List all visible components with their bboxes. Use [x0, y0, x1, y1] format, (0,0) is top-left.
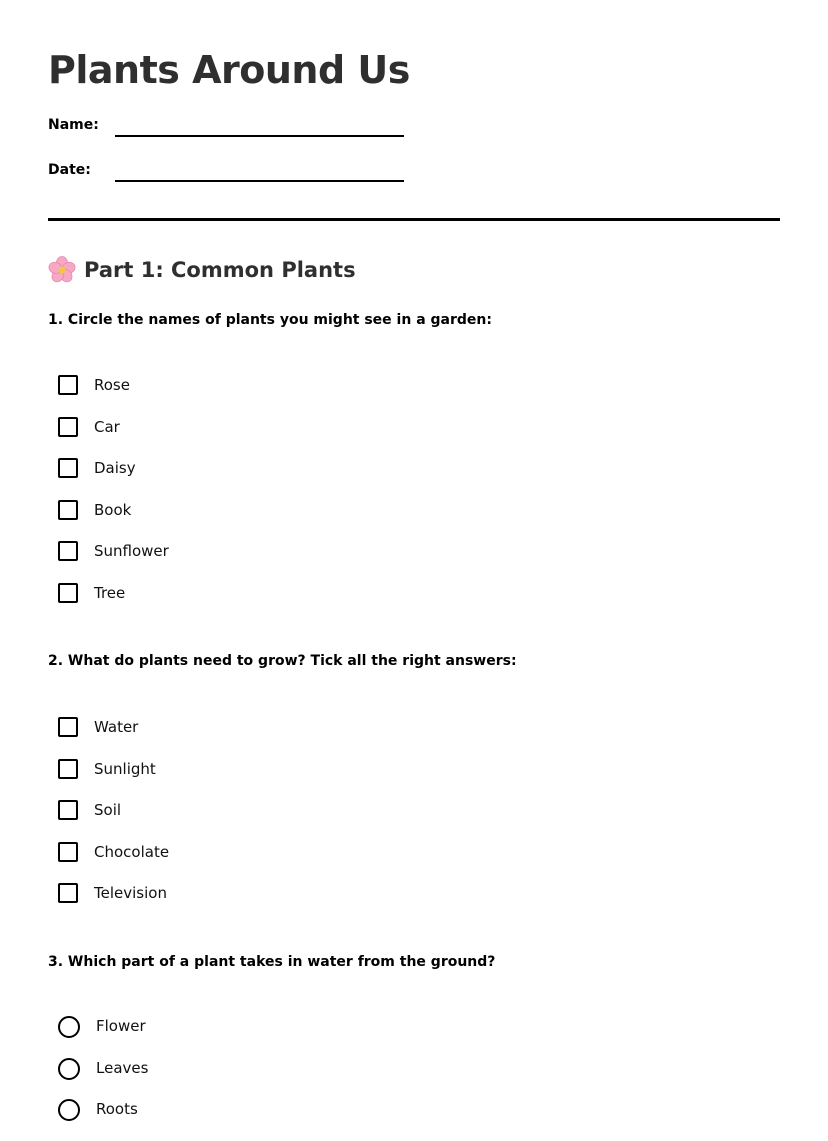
- option-label: Book: [94, 500, 132, 519]
- option-label: Soil: [94, 801, 122, 819]
- date-field: [48, 162, 408, 188]
- checkbox[interactable]: [58, 458, 78, 478]
- checkbox[interactable]: [58, 717, 78, 737]
- option-car[interactable]: [58, 417, 169, 459]
- option-leaves[interactable]: [58, 1058, 148, 1100]
- option-label: Daisy: [94, 459, 136, 477]
- option-soil[interactable]: [58, 800, 169, 842]
- question-3-text: 3. Which part of a plant takes in water from the ground?: [48, 954, 496, 970]
- question-2-options: [58, 717, 169, 925]
- option-book[interactable]: [58, 500, 169, 542]
- header-divider: [48, 218, 780, 221]
- option-tree[interactable]: [58, 583, 169, 625]
- option-sunlight[interactable]: [58, 759, 169, 801]
- checkbox[interactable]: [58, 375, 78, 395]
- worksheet-title: Plants Around Us: [48, 48, 410, 92]
- option-label: Water: [94, 718, 139, 736]
- name-label: Name:: [48, 117, 99, 133]
- option-label: Television: [94, 884, 167, 902]
- option-daisy[interactable]: [58, 458, 169, 500]
- checkbox[interactable]: [58, 883, 78, 903]
- option-water[interactable]: [58, 717, 169, 759]
- option-label: Sunlight: [94, 759, 156, 778]
- option-rose[interactable]: [58, 375, 169, 417]
- checkbox[interactable]: [58, 541, 78, 561]
- option-label: Sunflower: [94, 542, 169, 560]
- option-label: Leaves: [96, 1058, 149, 1077]
- option-label: Rose: [94, 376, 130, 394]
- option-label: Car: [94, 417, 120, 436]
- date-input-line[interactable]: [115, 180, 404, 182]
- radio-button[interactable]: [58, 1016, 80, 1038]
- option-roots[interactable]: [58, 1099, 148, 1141]
- question-1-text: 1. Circle the names of plants you might see in a garden:: [48, 312, 492, 328]
- question-2-text: 2. What do plants need to grow? Tick all the right answers:: [48, 653, 517, 669]
- option-label: Roots: [96, 1100, 138, 1118]
- option-label: Chocolate: [94, 842, 170, 861]
- option-sunflower[interactable]: [58, 541, 169, 583]
- cherry-blossom-icon: [48, 256, 76, 284]
- option-chocolate[interactable]: [58, 842, 169, 884]
- checkbox[interactable]: [58, 842, 78, 862]
- option-television[interactable]: [58, 883, 169, 925]
- question-1-options: [58, 375, 169, 624]
- date-label: Date:: [48, 162, 91, 178]
- checkbox[interactable]: [58, 500, 78, 520]
- option-label: Flower: [96, 1017, 146, 1035]
- part1-heading-text: Part 1: Common Plants: [84, 258, 356, 282]
- checkbox[interactable]: [58, 759, 78, 779]
- checkbox[interactable]: [58, 417, 78, 437]
- option-label: Tree: [94, 583, 126, 602]
- checkbox[interactable]: [58, 800, 78, 820]
- option-flower[interactable]: [58, 1016, 148, 1058]
- name-input-line[interactable]: [115, 135, 404, 137]
- part1-heading: [48, 256, 356, 284]
- radio-button[interactable]: [58, 1058, 80, 1080]
- checkbox[interactable]: [58, 583, 78, 603]
- question-3-options: [58, 1016, 148, 1141]
- name-field: [48, 117, 408, 143]
